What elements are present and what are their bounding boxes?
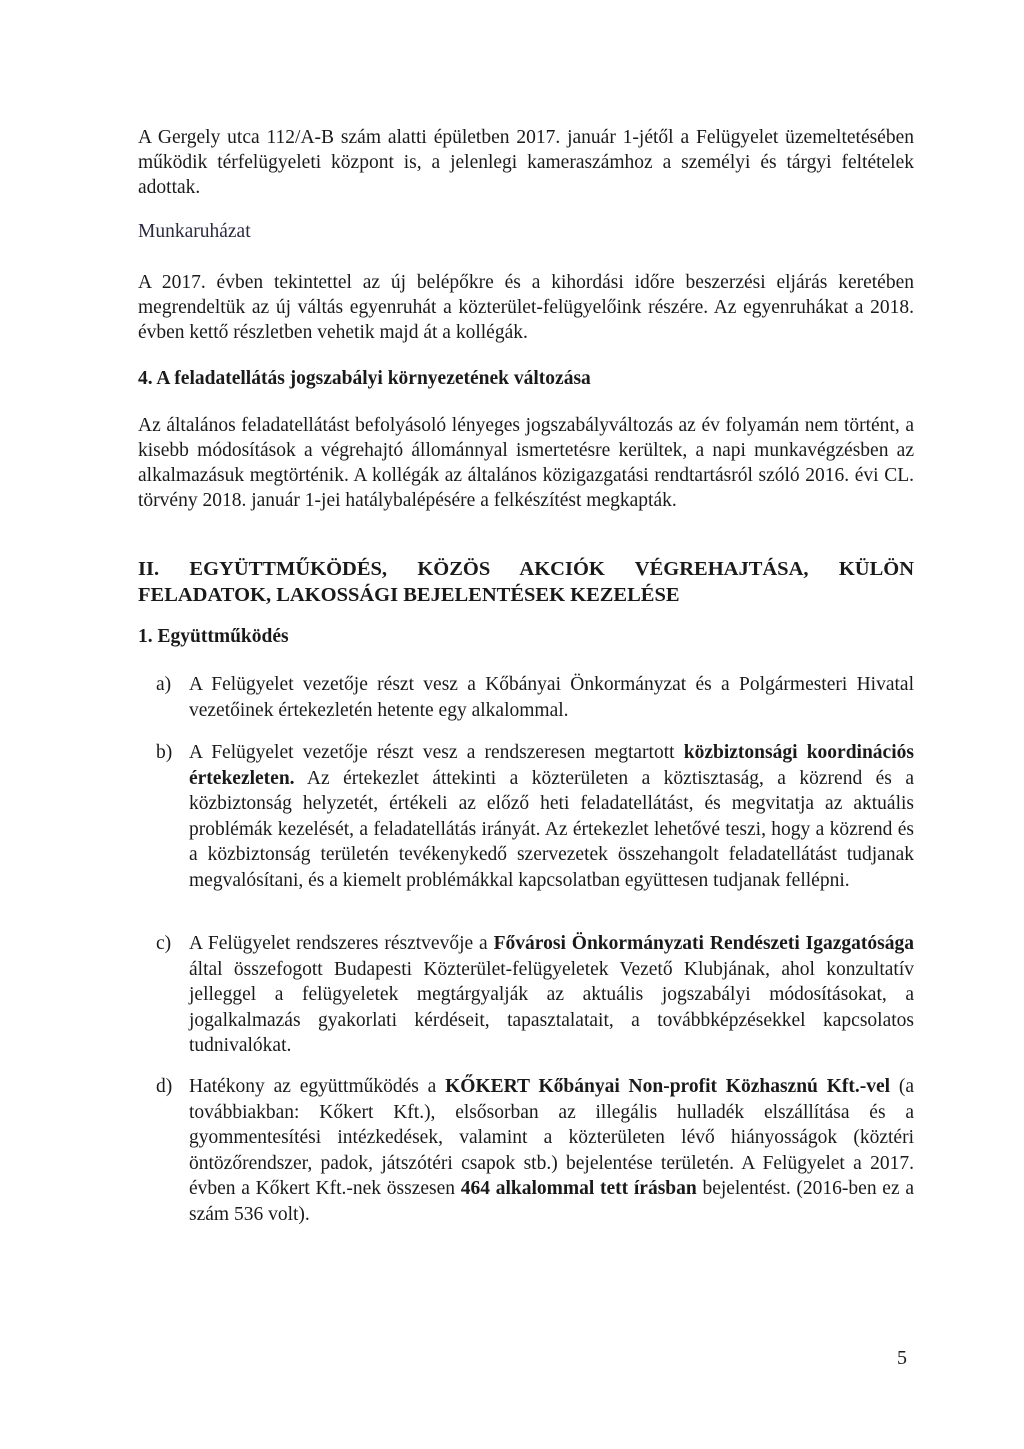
bold-phrase: Fővárosi Önkormányzati Rendészeti Igazgatósága [493, 933, 914, 954]
list-item-d [138, 1074, 914, 1227]
list-item-text: A Felügyelet vezetője részt vesz a rendszeresen megtartott közbiztonsági koordinációs értekezleten. Az értekezlet áttekinti a közterületen a köztisztaság, a közrend és a közbiztonság helyzetét, értékeli az előző heti feladatellátást, és megvitatja az aktuális problémák kezelését, a feladatellátás irányát. Az értekezlet lehetővé teszi, hogy a közrend és a közbiztonság területén tevékenykedő szervezetek összehangolt feladatellátást tudjanak megvalósítani, és a kiemelt problémákkal kapcsolatban együttesen tudjanak fellépni. [189, 742, 914, 891]
section-4-paragraph: Az általános feladatellátást befolyásoló lényeges jogszabályváltozás az év folyamán nem történt, a kisebb módosítások a végrehajtó állománnyal ismertetésre kerültek, a napi munkavégzésben az alkalmazásuk megtörténik. A kollégák az általános közigazgatási rendtartásról szóló 2016. évi CL. törvény 2018. január 1-jei hatálybalépésére a felkészítést megkapták. [138, 415, 914, 511]
page-number: 5 [897, 1347, 907, 1369]
intro-paragraph: A Gergely utca 112/A-B szám alatti épületben 2017. január 1-jétől a Felügyelet üzemeltetésében működik térfelügyeleti központ is, a jelenlegi kameraszámhoz a személyi és tárgyi feltételek adottak. [138, 127, 914, 198]
bold-phrase: közbiztonsági koordinációs értekezleten. [189, 742, 914, 789]
section-4-heading: 4. A feladatellátás jogszabályi környezetének változása [138, 368, 591, 389]
list-item-text: A Felügyelet rendszeres résztvevője a Fővárosi Önkormányzati Rendészeti Igazgatósága által összefogott Budapesti Közterület-felügyeletek Vezető Klubjának, ahol konzultatív jelleggel a felügyeletek megtárgyalják az aktuális jogszabályi módosításokat, a jogalkalmazás gyakorlati kérdéseit, tapasztalatait, a továbbképzésekkel kapcsolatos tudnivalókat. [189, 933, 914, 1056]
bold-phrase: KŐKERT Kőbányai Non-profit Közhasznú Kft.-vel [445, 1076, 891, 1097]
list-marker: b) [156, 742, 173, 763]
list-item-b [138, 740, 914, 893]
list-marker: a) [156, 674, 172, 695]
list-item-text: A Felügyelet vezetője részt vesz a Kőbányai Önkormányzat és a Polgármesteri Hivatal vezetőinek értekezletén hetente egy alkalommal. [189, 674, 914, 721]
bold-phrase: 464 alkalommal tett írásban [460, 1178, 697, 1199]
list-marker: c) [156, 933, 172, 954]
list-item-text: Hatékony az együttműködés a KŐKERT Kőbányai Non-profit Közhasznú Kft.-vel (a továbbiakban: Kőkert Kft.), elsősorban az illegális hulladék elszállítása és a gyommentesítési intézkedések, valamint a közterületen lévő hiányosságok (köztéri öntözőrendszer, padok, játszótéri csapok stb.) bejelentése területén. A Felügyelet a 2017. évben a Kőkert Kft.-nek összesen 464 alkalommal tett írásban bejelentést. (2016-ben ez a szám 536 volt). [189, 1076, 914, 1225]
chapter-2-heading: II. EGYÜTTMŰKÖDÉS, KÖZÖS AKCIÓK VÉGREHAJTÁSA, KÜLÖN FELADATOK, LAKOSSÁGI BEJELENTÉSEK KEZELÉSE [138, 558, 914, 606]
munkaruhazat-paragraph: A 2017. évben tekintettel az új belépőkre és a kihordási időre beszerzési eljárás keretében megrendeltük az új váltás egyenruhát a közterület-felügyelőink részére. Az egyenruhákat a 2018. évben kettő részletben vehetik majd át a kollégák. [138, 272, 914, 343]
list-marker: d) [156, 1076, 173, 1097]
egyuttmukodes-heading: 1. Együttműködés [138, 626, 289, 647]
list-item-a [138, 672, 914, 723]
list-item-c [138, 931, 914, 1059]
munkaruhazat-heading: Munkaruházat [138, 221, 251, 242]
